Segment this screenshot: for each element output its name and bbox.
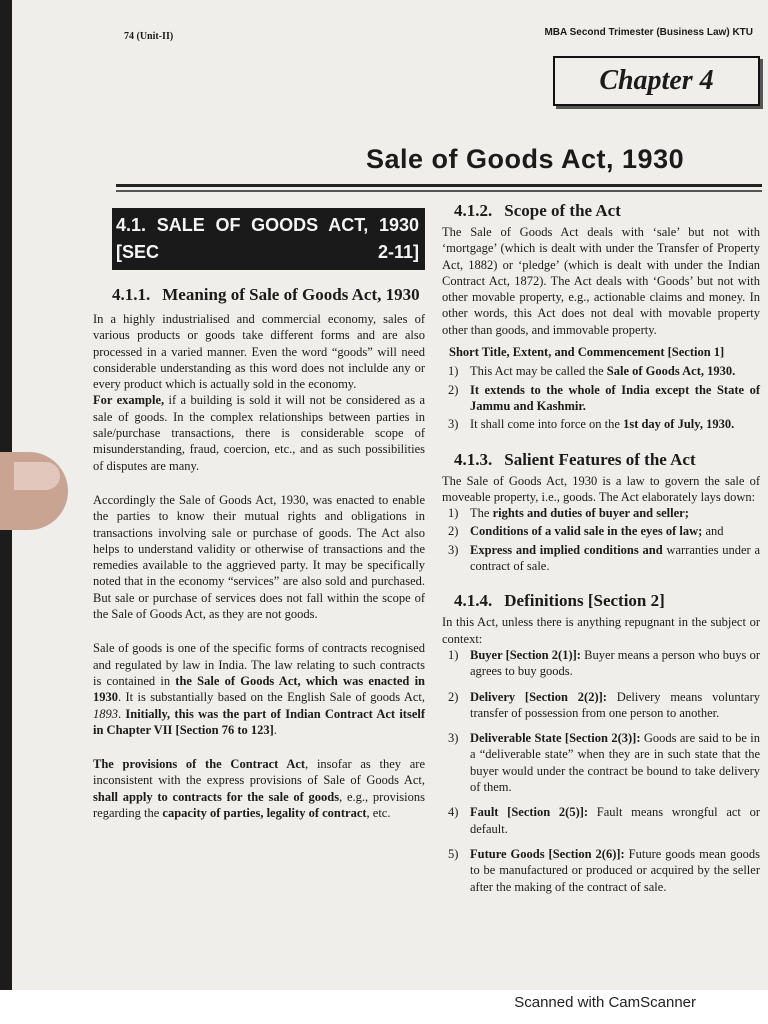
list-item: 3) Deliverable State [Section 2(3)]: Goods are said to be in a “deliverable state” when they are in such state that the buyer would under the contract be bound to take delivery of them. [448, 731, 760, 795]
section-banner: 4.1. SALE OF GOODS ACT, 1930 [SEC 2-11] [112, 208, 425, 270]
title-rule-thin [116, 190, 762, 192]
list-item: 3) Express and implied conditions and warranties under a contract of sale. [448, 542, 760, 574]
paragraph: The Sale of Goods Act deals with ‘sale’ but not with ‘mortgage’ (which is dealt with under the Transfer of Property Act, 1882) or ‘pledge’ (which is dealt with under the Indian Contract Act, 1872). The Act deals with ‘Goods’ but not with other movable property, e.g., actionable claims and money. In other words, this Act does not deal with movable property other than goods, and immovable property. [442, 225, 760, 337]
paragraph: In a highly industrialised and commercial economy, sales of various products or goods take different forms and are also processed in a varied manner. Even the word “goods” will need considerable understanding as this word does not inclulde any or every product which is actually sold in the economy. [93, 312, 425, 392]
heading-4-1-3: 4.1.3. Salient Features of the Act [454, 449, 696, 469]
title-rule [116, 184, 762, 187]
right-column [436, 200, 760, 904]
list-item: 4) Fault [Section 2(5)]: Fault means wrongful act or default. [448, 805, 761, 836]
list-item: 2) Conditions of a valid sale in the eyes of law; and [448, 524, 724, 539]
definitions-list [436, 647, 760, 895]
left-column [87, 208, 425, 821]
features-list [436, 505, 760, 574]
running-header: MBA Second Trimester (Business Law) KTU [544, 27, 753, 38]
heading-4-1-2: 4.1.2. Scope of the Act [454, 201, 621, 220]
list-item: 5) Future Goods [Section 2(6)]: Future goods mean goods to be manufactured or produced or acquired by the seller after the making of the contract of sale. [448, 846, 760, 894]
list-item: 1) This Act may be called the Sale of Goods Act, 1930. [448, 364, 736, 379]
paragraph: Accordingly the Sale of Goods Act, 1930, was enacted to enable the parties to know their mutual rights and obligations in transactions involving sale or purchase of goods. The Act also helps to understand validity or otherwise of transactions and the remedies available to the aggrieved party. It may be specifically noted that in the economy “services” are also sold and purchased. But sale or purchase of services does not fall within the scope of the Sale of Goods Act, as they are not goods. [93, 492, 425, 622]
heading-text: Meaning of Sale of Goods Act, 1930 [162, 285, 420, 304]
list-item: 1) Buyer [Section 2(1)]: Buyer means a person who buys or agrees to buy goods. [448, 647, 760, 679]
section-1-list [436, 363, 760, 432]
paragraph: The Sale of Goods Act, 1930 is a law to govern the sale of moveable property, i.e., goods. The Act elaborately lays down: [442, 473, 760, 504]
heading-4-1-4: 4.1.4. Definitions [Section 2] [454, 591, 665, 611]
subheading-short-title: Short Title, Extent, and Commencement [Section 1] [449, 345, 725, 360]
heading-number: 4.1.1. [112, 285, 151, 304]
paragraph: The provisions of the Contract Act, insofar as they are inconsistent with the express provisions of Sale of Goods Act, shall apply to contracts for the sale of goods, e.g., provisions regarding the capacity of parties, legality of contract, etc. [93, 757, 426, 821]
scanner-watermark: Scanned with CamScanner [514, 994, 696, 1011]
paragraph: In this Act, unless there is anything repugnant in the subject or context: [442, 615, 760, 646]
paragraph: For example, if a building is sold it will not be considered as a sale of goods. In the complex relationships between parties in sale/purchase transactions, there is considerable scope of misunderstanding, fraud, coercion, etc., and as such possibilities of disputes are many. [93, 393, 425, 473]
list-item: 2) Delivery [Section 2(2)]: Delivery means voluntary transfer of possession from one person to another. [448, 689, 760, 720]
page-number: 74 (Unit-II) [124, 31, 174, 42]
list-item: 2) It extends to the whole of India except the State of Jammu and Kashmir. [448, 382, 760, 413]
heading-4-1-1 [112, 284, 425, 305]
chapter-box: Chapter 4 [553, 56, 760, 106]
chapter-title: Sale of Goods Act, 1930 [366, 144, 685, 174]
list-item: 1) The rights and duties of buyer and seller; [448, 506, 689, 521]
document-page [12, 0, 768, 990]
list-item: 3) It shall come into force on the 1st day of July, 1930. [448, 417, 735, 432]
paragraph: Sale of goods is one of the specific forms of contracts recognised and regulated by law in India. The law relating to such contracts is contained in the Sale of Goods Act, which was enacted in 1930. It is substantially based on the English Sale of goods Act, 1893. Initially, this was the part of Indian Contract Act itself in Chapter VII [Section 76 to 123]. [93, 641, 426, 737]
